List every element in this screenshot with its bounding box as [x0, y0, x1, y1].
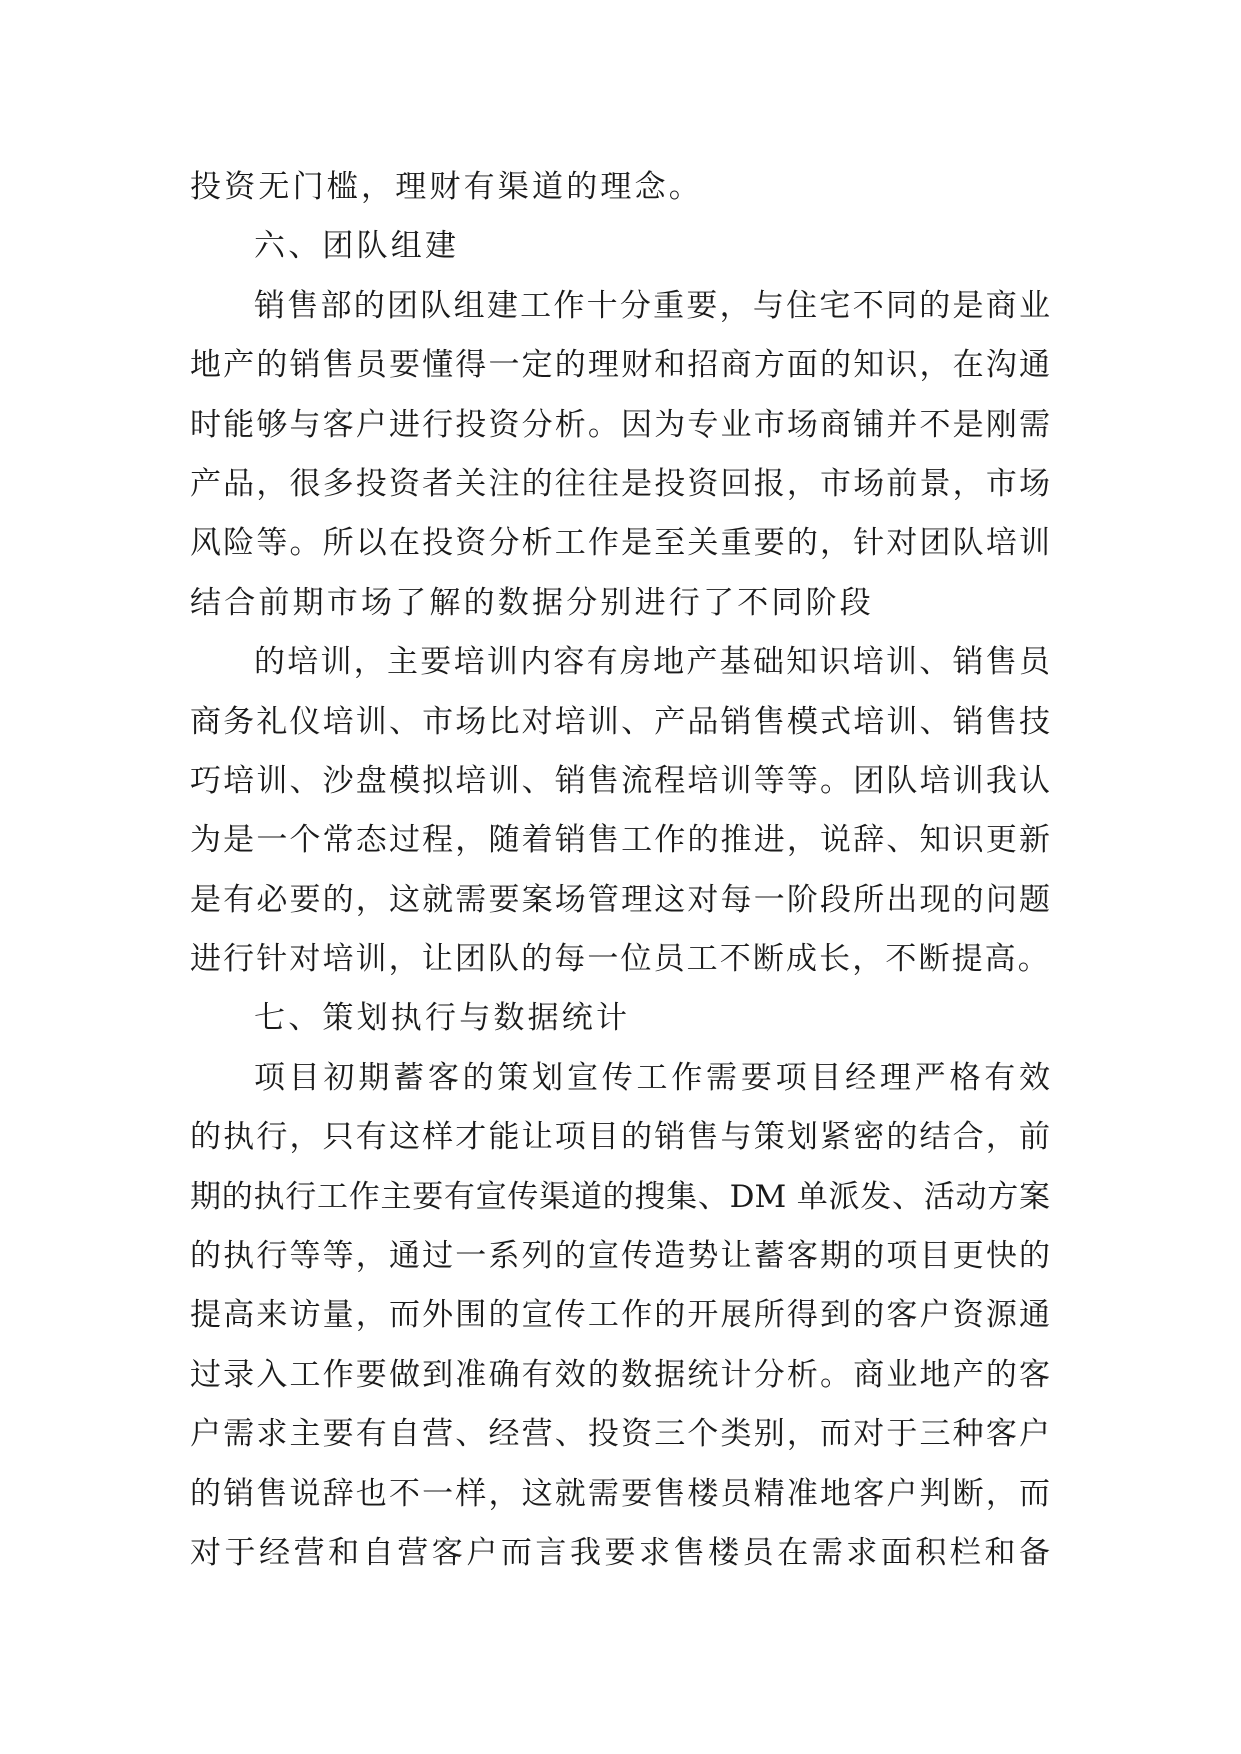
text-line: 结合前期市场了解的数据分别进行了不同阶段: [190, 584, 874, 621]
document-body: [190, 158, 1050, 1583]
text-line: 对于经营和自营客户而言我要求售楼员在需求面积栏和备: [190, 1534, 1050, 1571]
text-line: 的执行，只有这样才能让项目的销售与策划紧密的结合，前: [190, 1119, 1050, 1156]
text-line: 为是一个常态过程，随着销售工作的推进，说辞、知识更新: [190, 822, 1050, 859]
text-line: 的培训，主要培训内容有房地产基础知识培训、销售员: [254, 644, 1050, 681]
text-line: 期的执行工作主要有宣传渠道的搜集、DM 单派发、活动方案: [190, 1178, 1050, 1215]
text-line: 产品，很多投资者关注的往往是投资回报，市场前景，市场: [190, 465, 1050, 502]
text-line: 销售部的团队组建工作十分重要，与住宅不同的是商业: [254, 287, 1050, 324]
text-line: 巧培训、沙盘模拟培训、销售流程培训等等。团队培训我认: [190, 762, 1050, 799]
text-line: 的销售说辞也不一样，这就需要售楼员精准地客户判断，而: [190, 1475, 1050, 1512]
text-line: 投资无门槛，理财有渠道的理念。: [190, 169, 703, 205]
text-line: 的执行等等，通过一系列的宣传造势让蓄客期的项目更快的: [190, 1238, 1050, 1275]
text-line: 进行针对培训，让团队的每一位员工不断成长，不断提高。: [190, 941, 1050, 978]
section-heading-team: 六、团队组建: [254, 228, 460, 265]
text-line: 商务礼仪培训、市场比对培训、产品销售模式培训、销售技: [190, 703, 1050, 740]
text-line: 风险等。所以在投资分析工作是至关重要的，针对团队培训: [190, 525, 1050, 562]
text-line: 是有必要的，这就需要案场管理这对每一阶段所出现的问题: [190, 881, 1050, 918]
text-line: 时能够与客户进行投资分析。因为专业市场商铺并不是刚需: [190, 406, 1050, 443]
section-heading-planning: 七、策划执行与数据统计: [254, 1000, 631, 1037]
text-line: 提高来访量，而外围的宣传工作的开展所得到的客户资源通: [190, 1297, 1050, 1334]
text-line: 户需求主要有自营、经营、投资三个类别，而对于三种客户: [190, 1416, 1050, 1453]
text-line: 过录入工作要做到准确有效的数据统计分析。商业地产的客: [190, 1356, 1050, 1393]
text-line: 地产的销售员要懂得一定的理财和招商方面的知识，在沟通: [190, 347, 1050, 384]
text-line: 项目初期蓄客的策划宣传工作需要项目经理严格有效: [254, 1059, 1050, 1096]
